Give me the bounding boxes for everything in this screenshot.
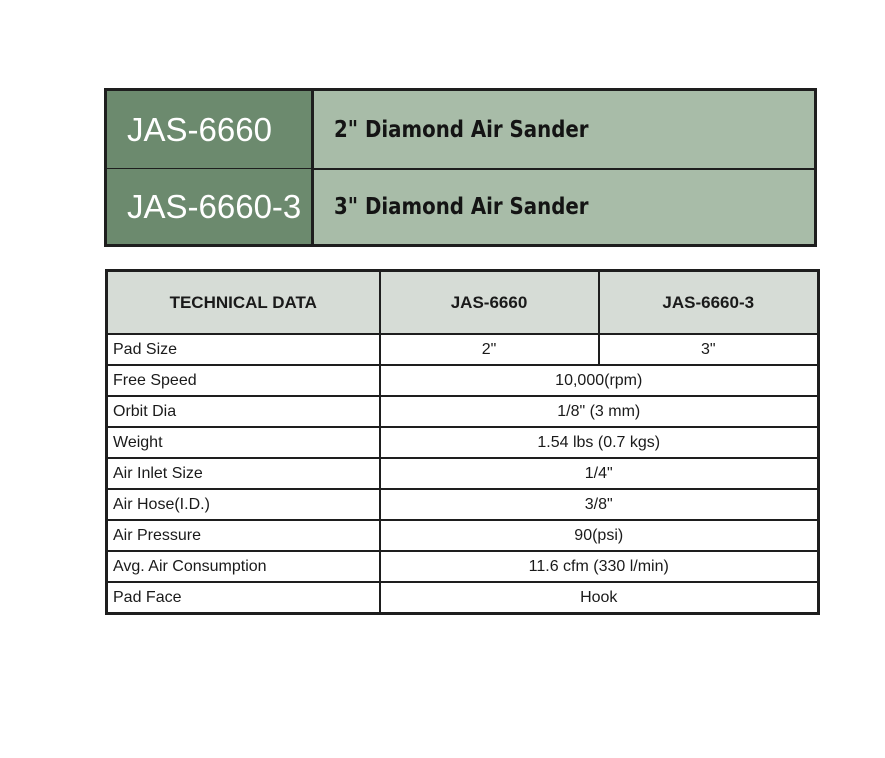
row-value: 3": [599, 334, 819, 365]
header-technical-data: TECHNICAL DATA: [107, 271, 380, 335]
row-value: 1.54 lbs (0.7 kgs): [380, 427, 819, 458]
row-label: Air Inlet Size: [107, 458, 380, 489]
table-row: [107, 334, 819, 365]
product-name-text: 3" Diamond Air Sander: [334, 193, 589, 220]
table-row: [107, 458, 819, 489]
product-row: [107, 169, 814, 244]
product-list: [104, 88, 817, 247]
column-divider: [311, 91, 314, 244]
table-row: [107, 489, 819, 520]
product-name: [314, 91, 814, 168]
row-label: Avg. Air Consumption: [107, 551, 380, 582]
row-label: Air Hose(I.D.): [107, 489, 380, 520]
product-name: [314, 169, 814, 244]
row-label: Pad Face: [107, 582, 380, 614]
row-value: 10,000(rpm): [380, 365, 819, 396]
row-value: 1/8" (3 mm): [380, 396, 819, 427]
header-model-1: JAS-6660: [380, 271, 599, 335]
table-row: [107, 582, 819, 614]
row-label: Air Pressure: [107, 520, 380, 551]
row-label: Weight: [107, 427, 380, 458]
row-value: 3/8": [380, 489, 819, 520]
table-row: [107, 427, 819, 458]
product-code: JAS-6660: [107, 91, 311, 168]
technical-data-table: [105, 269, 820, 615]
row-label: Pad Size: [107, 334, 380, 365]
header-model-2: JAS-6660-3: [599, 271, 819, 335]
row-value: 11.6 cfm (330 l/min): [380, 551, 819, 582]
row-label: Orbit Dia: [107, 396, 380, 427]
row-label: Free Speed: [107, 365, 380, 396]
table-header-row: [107, 271, 819, 335]
table-row: [107, 520, 819, 551]
row-value: Hook: [380, 582, 819, 614]
row-value: 2": [380, 334, 599, 365]
product-code: JAS-6660-3: [107, 169, 311, 244]
table-row: [107, 396, 819, 427]
row-value: 90(psi): [380, 520, 819, 551]
table-row: [107, 365, 819, 396]
product-name-text: 2" Diamond Air Sander: [334, 116, 589, 143]
table-row: [107, 551, 819, 582]
row-value: 1/4": [380, 458, 819, 489]
product-row: [107, 91, 814, 168]
